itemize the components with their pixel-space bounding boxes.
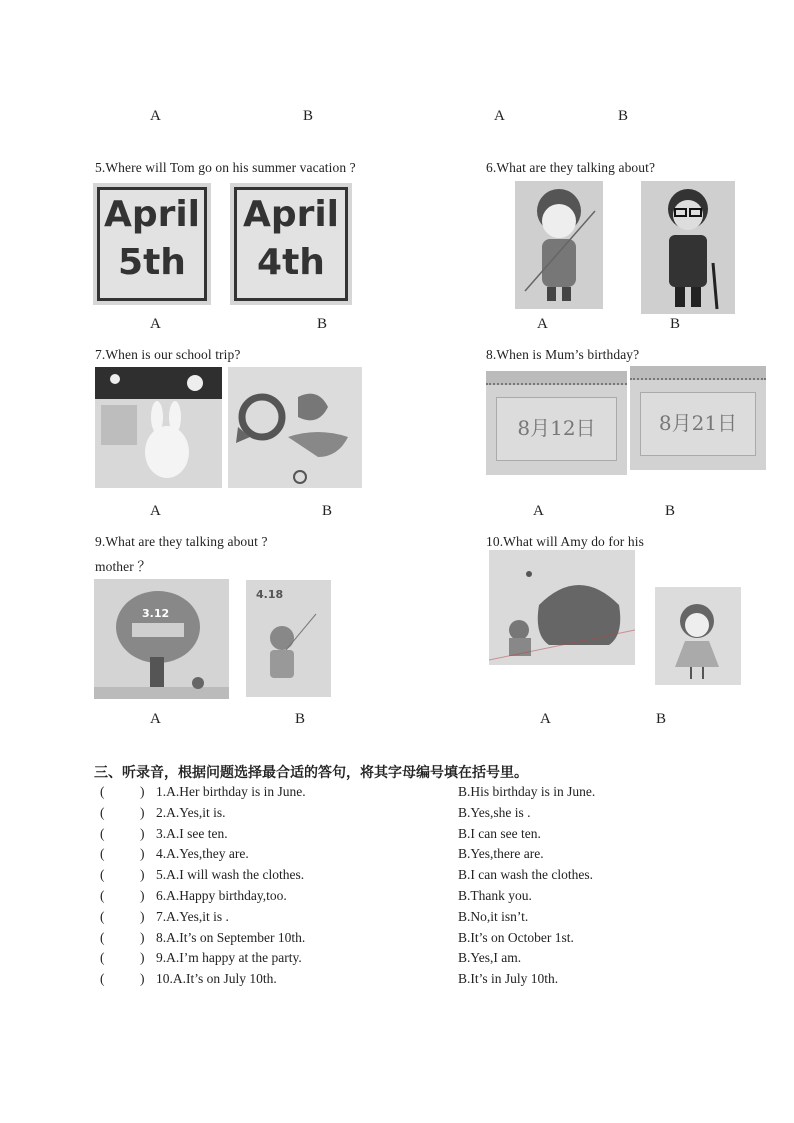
answer-paren-close: )	[140, 784, 145, 799]
answer-option-b: B.It’s on October 1st.	[458, 930, 574, 945]
answer-paren-close: )	[140, 950, 145, 965]
answer-paren-open[interactable]: (	[100, 909, 105, 924]
q9-a-date: 3.12	[142, 607, 170, 620]
answer-row	[100, 826, 228, 842]
answer-paren-close: )	[140, 867, 145, 882]
answer-option-b: B.I can see ten.	[458, 826, 541, 841]
q10-image-a	[489, 550, 635, 665]
answer-option-a: 2.A.Yes,it is.	[156, 805, 226, 820]
q5-b-month: April	[242, 194, 340, 235]
answer-option-a: 6.A.Happy birthday,too.	[156, 888, 287, 903]
answer-option-a: 7.A.Yes,it is .	[156, 909, 229, 924]
answer-row	[100, 909, 229, 925]
answer-option-b: B.Yes,she is .	[458, 805, 531, 820]
answer-paren-open[interactable]: (	[100, 971, 105, 986]
answer-paren-open[interactable]: (	[100, 805, 105, 820]
q8-image-b-calendar	[630, 366, 766, 470]
answer-paren-close: )	[140, 805, 145, 820]
answer-paren-open[interactable]: (	[100, 867, 105, 882]
answer-option-a: 1.A.Her birthday is in June.	[156, 784, 306, 799]
option-label-b: B	[322, 503, 333, 519]
section-3-title: 三、听录音，根据问题选择最合适的答句，将其字母编号填在括号里。	[94, 765, 528, 781]
q5-a-month: April	[103, 194, 201, 235]
question-8: 8.When is Mum’s birthday?	[486, 347, 640, 362]
q8-a-date: 8月12日	[496, 397, 617, 461]
option-label-b: B	[656, 711, 667, 727]
question-6: 6.What are they talking about?	[486, 160, 656, 175]
answer-option-a: 3.A.I see ten.	[156, 826, 228, 841]
option-label-b: B	[303, 108, 314, 124]
answer-row	[100, 784, 306, 800]
question-5: 5.Where will Tom go on his summer vacation ?	[95, 160, 356, 175]
answer-option-b: B.Yes,there are.	[458, 846, 544, 861]
q8-b-date: 8月21日	[640, 392, 756, 456]
question-9-line2: mother ？	[95, 559, 151, 574]
q7-image-b	[228, 367, 362, 488]
q6-image-a-grandma	[515, 181, 603, 309]
answer-paren-close: )	[140, 930, 145, 945]
answer-paren-close: )	[140, 909, 145, 924]
q7-image-a	[95, 367, 222, 488]
q9-image-b	[246, 580, 331, 697]
option-label-b: B	[670, 316, 681, 332]
answer-option-b: B.Thank you.	[458, 888, 532, 903]
answer-option-a: 5.A.I will wash the clothes.	[156, 867, 305, 882]
q9-image-a-tree	[94, 579, 229, 699]
answer-paren-close: )	[140, 826, 145, 841]
question-9-line1: 9.What are they talking about ?	[95, 534, 268, 549]
answer-paren-close: )	[140, 846, 145, 861]
answer-paren-close: )	[140, 971, 145, 986]
answer-option-a: 10.A.It’s on July 10th.	[156, 971, 277, 986]
answer-option-b: B.It’s in July 10th.	[458, 971, 559, 986]
answer-paren-open[interactable]: (	[100, 950, 105, 965]
option-label-b: B	[665, 503, 676, 519]
option-label-a: A	[537, 316, 548, 332]
answer-paren-open[interactable]: (	[100, 930, 105, 945]
answer-option-a: 9.A.I’m happy at the party.	[156, 950, 302, 965]
answer-option-b: B.Yes,I am.	[458, 950, 522, 965]
answer-paren-open[interactable]: (	[100, 784, 105, 799]
answer-row	[100, 930, 305, 946]
option-label-a: A	[150, 108, 161, 124]
q5-b-day: 4th	[257, 242, 325, 283]
answer-paren-open[interactable]: (	[100, 888, 105, 903]
option-label-a: A	[494, 108, 505, 124]
option-label-a: A	[540, 711, 551, 727]
answer-row	[100, 867, 304, 883]
q9-b-date: 4.18	[256, 588, 284, 601]
q8-image-a-calendar	[486, 371, 627, 475]
option-label-a: A	[150, 316, 161, 332]
q5-image-b	[230, 183, 352, 305]
option-label-a: A	[150, 503, 161, 519]
q5-a-day: 5th	[118, 242, 186, 283]
question-7: 7.When is our school trip?	[95, 347, 241, 362]
answer-paren-open[interactable]: (	[100, 826, 105, 841]
option-label-a: A	[533, 503, 544, 519]
option-label-b: B	[618, 108, 629, 124]
answer-row	[100, 971, 277, 987]
option-label-b: B	[317, 316, 328, 332]
answer-row	[100, 950, 302, 966]
answer-row	[100, 888, 287, 904]
q6-image-b-grandpa	[641, 181, 735, 314]
answer-option-b: B.No,it isn’t.	[458, 909, 529, 924]
answer-paren-open[interactable]: (	[100, 846, 105, 861]
answer-option-b: B.His birthday is in June.	[458, 784, 596, 799]
answer-row	[100, 846, 249, 862]
q10-image-b-girl	[655, 587, 741, 685]
question-10: 10.What will Amy do for his	[486, 534, 644, 549]
answer-row	[100, 805, 226, 821]
answer-option-b: B.I can wash the clothes.	[458, 867, 593, 882]
q5-image-a	[93, 183, 211, 305]
option-label-b: B	[295, 711, 306, 727]
answer-paren-close: )	[140, 888, 145, 903]
answer-option-a: 4.A.Yes,they are.	[156, 846, 249, 861]
answer-option-a: 8.A.It’s on September 10th.	[156, 930, 306, 945]
option-label-a: A	[150, 711, 161, 727]
